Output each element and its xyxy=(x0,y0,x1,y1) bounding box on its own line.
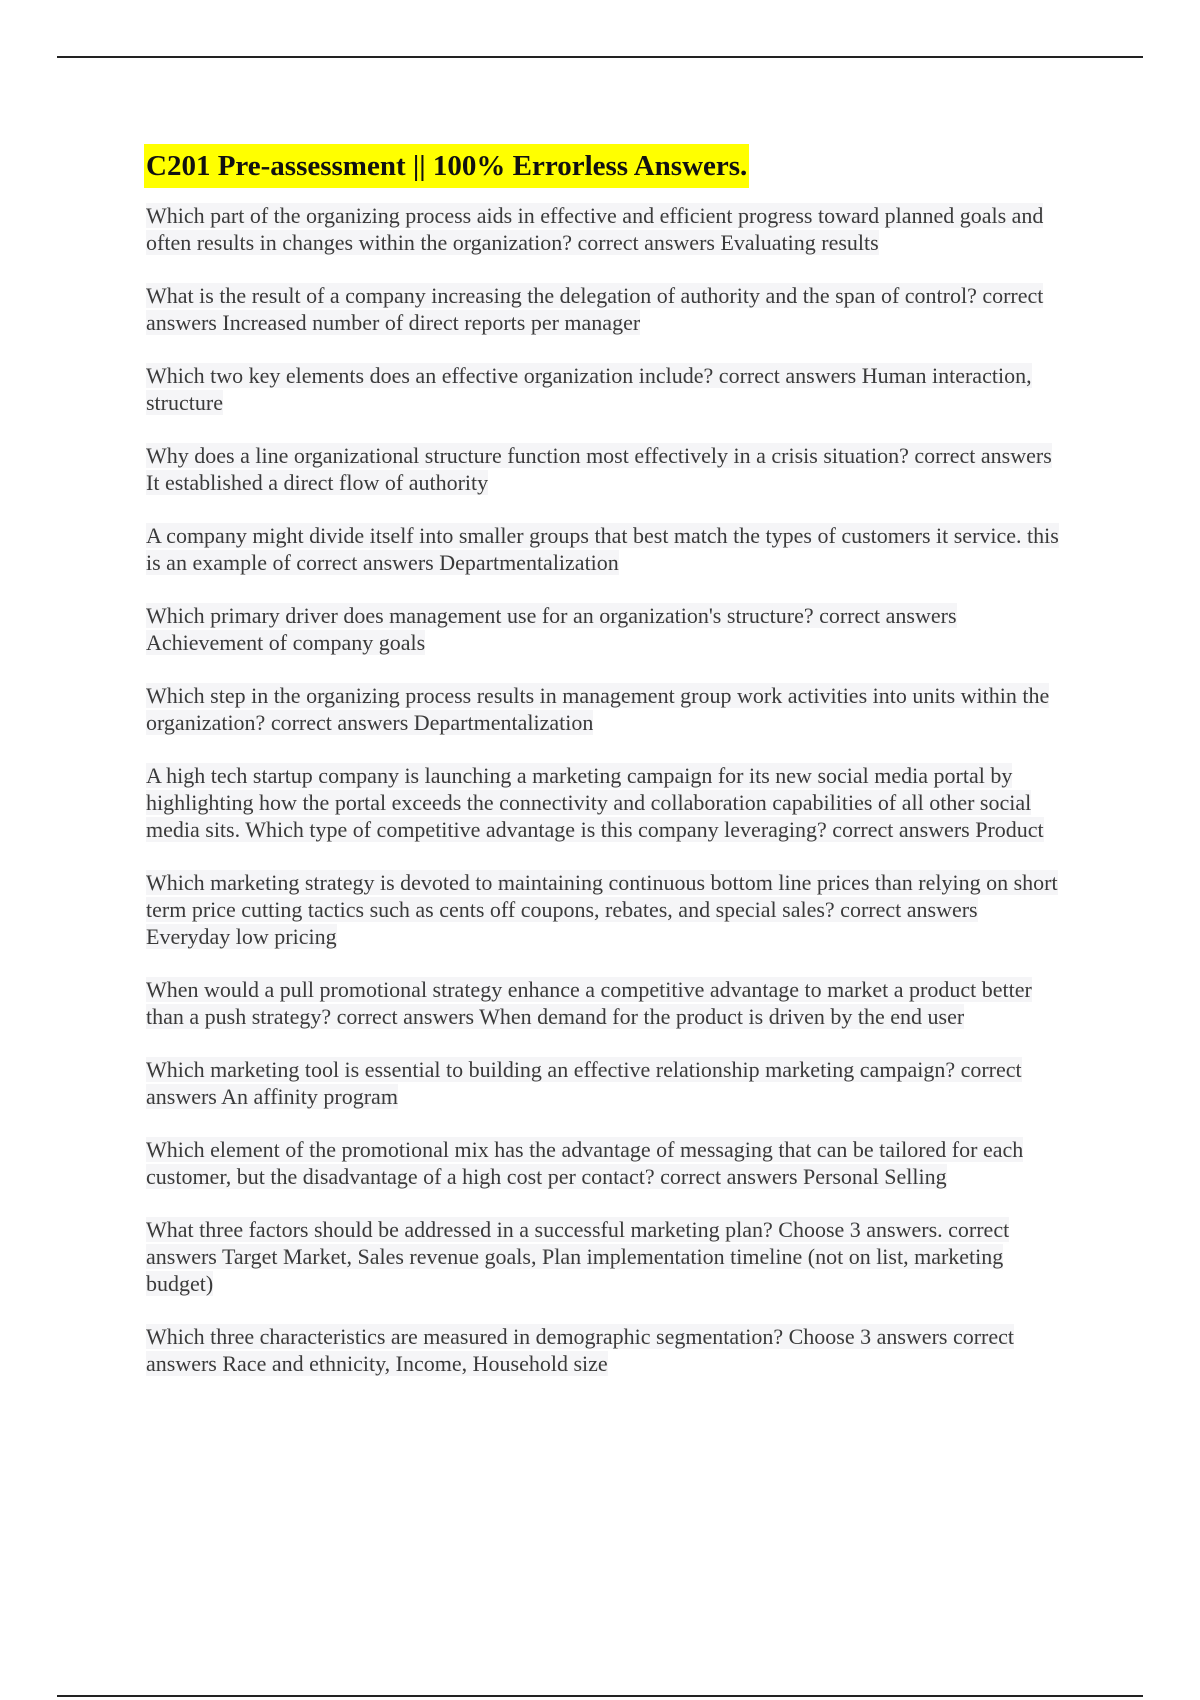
document-body xyxy=(146,144,1066,1403)
qa-item xyxy=(146,442,1066,496)
qa-item xyxy=(146,362,1066,416)
qa-text: What three factors should be addressed in a successful marketing plan? Choose 3 answers. correct answers Target Market, Sales revenue goals, Plan implementation timeline (not on list, marketing budget) xyxy=(146,1217,1010,1296)
qa-item xyxy=(146,1216,1066,1297)
qa-item xyxy=(146,1056,1066,1110)
qa-text: Which three characteristics are measured in demographic segmentation? Choose 3 answers correct answers Race and ethnicity, Income, Household size xyxy=(146,1324,1015,1376)
header-rule xyxy=(57,56,1143,58)
qa-text: Which element of the promotional mix has the advantage of messaging that can be tailored for each customer, but the disadvantage of a high cost per contact? correct answers Personal Selling xyxy=(146,1137,1024,1189)
qa-item xyxy=(146,202,1066,256)
qa-item xyxy=(146,682,1066,736)
qa-text: What is the result of a company increasing the delegation of authority and the span of control? correct answers Increased number of direct reports per manager xyxy=(146,283,1044,335)
qa-text: Which step in the organizing process results in management group work activities into units within the organization? correct answers Departmentalization xyxy=(146,683,1050,735)
qa-text: A high tech startup company is launching a marketing campaign for its new social media portal by highlighting how the portal exceeds the connectivity and collaboration capabilities of all other social media sits. Which type of competitive advantage is this company leveraging? correct answers Product xyxy=(146,763,1044,842)
qa-item xyxy=(146,1323,1066,1377)
qa-item xyxy=(146,522,1066,576)
qa-text: Which marketing strategy is devoted to maintaining continuous bottom line prices than relying on short term price cutting tactics such as cents off coupons, rebates, and special sales? correct answers Everyday low pricing xyxy=(146,870,1058,949)
qa-item xyxy=(146,282,1066,336)
qa-text: Which two key elements does an effective organization include? correct answers Human interaction, structure xyxy=(146,363,1032,415)
qa-item xyxy=(146,762,1066,843)
qa-text: Which marketing tool is essential to building an effective relationship marketing campaign? correct answers An affinity program xyxy=(146,1057,1022,1109)
qa-item xyxy=(146,1136,1066,1190)
qa-text: A company might divide itself into smaller groups that best match the types of customers it service. this is an example of correct answers Departmentalization xyxy=(146,523,1059,575)
qa-item xyxy=(146,602,1066,656)
qa-text: Which part of the organizing process aids in effective and efficient progress toward planned goals and often results in changes within the organization? correct answers Evaluating results xyxy=(146,203,1044,255)
qa-text: Why does a line organizational structure function most effectively in a crisis situation? correct answers It established a direct flow of authority xyxy=(146,443,1052,495)
qa-item xyxy=(146,869,1066,950)
document-title: C201 Pre-assessment || 100% Errorless Answers. xyxy=(144,144,749,188)
footer-rule xyxy=(57,1695,1143,1697)
qa-item xyxy=(146,976,1066,1030)
qa-text: Which primary driver does management use for an organization's structure? correct answers Achievement of company goals xyxy=(146,603,957,655)
qa-text: When would a pull promotional strategy enhance a competitive advantage to market a product better than a push strategy? correct answers When demand for the product is driven by the end user xyxy=(146,977,1032,1029)
